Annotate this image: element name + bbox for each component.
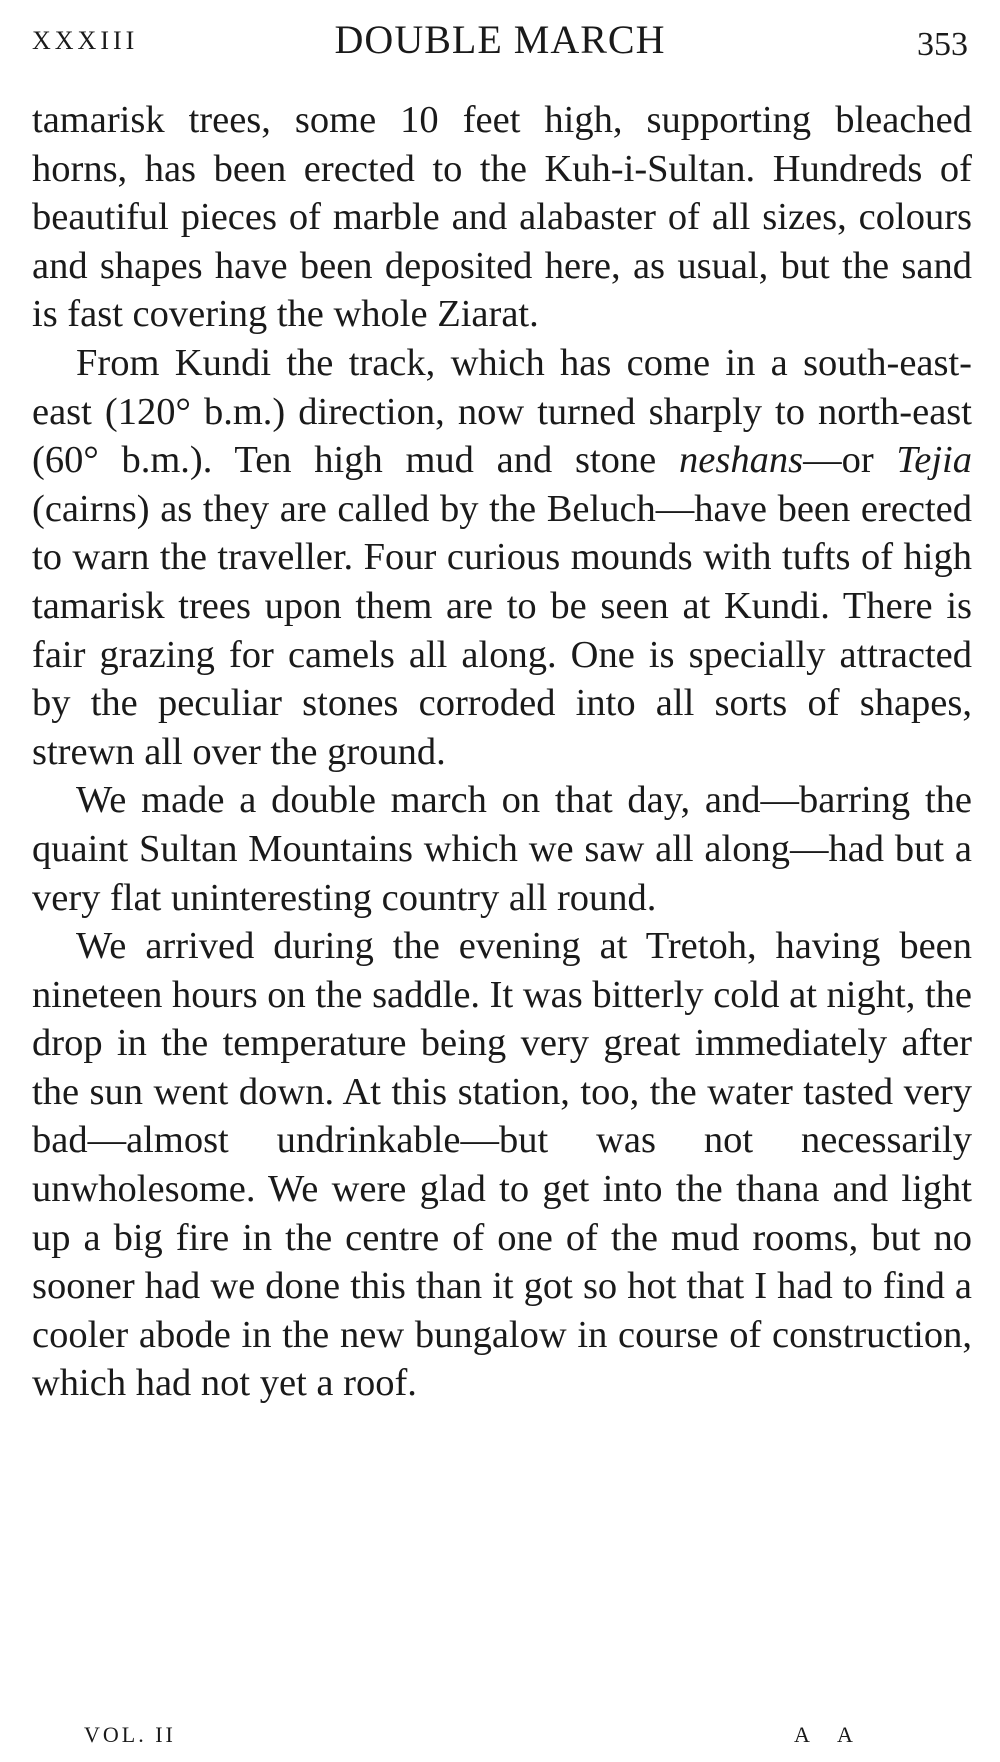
body-text xyxy=(32,96,972,1408)
running-title: DOUBLE MARCH xyxy=(334,17,666,62)
chapter-number: XXXIII xyxy=(32,26,139,55)
paragraph-text: We made a double march on that day, and—barring the quaint Sultan Mountains which we saw all along—had but a very flat uninteresting country all round. xyxy=(32,779,972,919)
paragraph-text: From Kundi the track, which has come in a south-east-east (120° b.m.) direction, now turned sharply to north-east (60° b.m.). Ten high mud and stone xyxy=(32,341,972,482)
paragraph xyxy=(32,339,972,776)
paragraph-text: —or xyxy=(803,439,897,482)
italic-term: Tejia xyxy=(896,439,972,482)
volume-mark: VOL. II xyxy=(84,1722,176,1747)
paragraph xyxy=(32,922,972,1408)
running-header xyxy=(32,12,968,72)
paragraph-text: We arrived during the evening at Tretoh, having been nineteen hours on the saddle. It was bitterly cold at night, the drop in the temperature being very great immediately after the sun went down. At this station, too, the water tasted very bad—almost undrinkable—but was not necessarily unwholesome. We were glad to get into the thana and light up a big fire in the centre of one of the mud rooms, but no sooner had we done this than it got so hot that I had to find a cooler abode in the new bungalow in course of construction, which had not yet a roof. xyxy=(32,925,972,1405)
paragraph xyxy=(32,776,972,922)
page-number: 353 xyxy=(917,26,968,63)
italic-term: neshans xyxy=(679,439,804,482)
paragraph-text: tamarisk trees, some 10 feet high, supporting bleached horns, has been erected to the Kuh-i-Sultan. Hundreds of beautiful pieces of marble and alabaster of all sizes, colours and shapes have been deposited here, as usual, but the sand is fast covering the whole Ziarat. xyxy=(32,99,972,336)
page-footer xyxy=(32,1722,968,1756)
paragraph-text: (cairns) as they are called by the Beluch—have been erected to warn the traveller. Four curious mounds with tufts of high tamarisk trees upon them are to be seen at Kundi. There is fair grazing for camels all along. One is specially attracted by the peculiar stones corroded into all sorts of shapes, strewn all over the ground. xyxy=(32,487,972,773)
paragraph xyxy=(32,96,972,339)
signature-mark: A A xyxy=(794,1722,865,1747)
